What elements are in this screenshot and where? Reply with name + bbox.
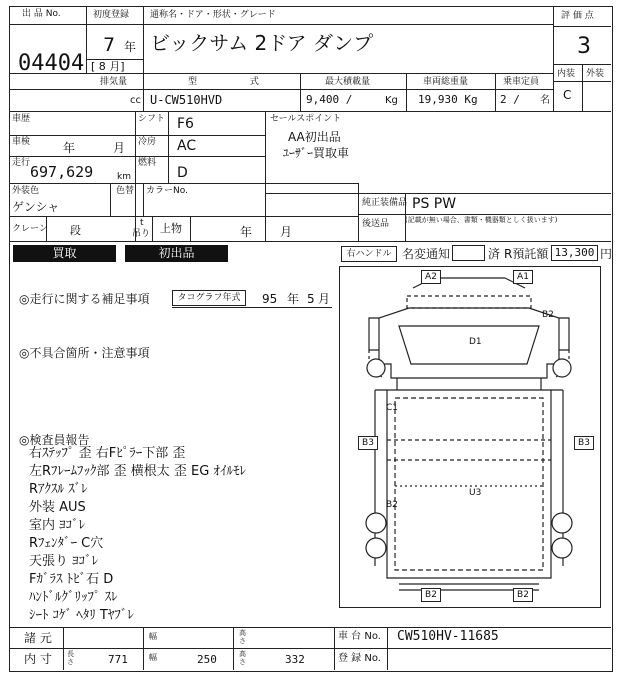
inspector-line: Fｶﾞﾗｽ ﾄﾋﾞ石 D [29,572,114,587]
lot-number: 04404 [18,51,85,76]
cc-unit: cc [130,95,141,106]
inner-height: 332 [285,653,305,666]
fuel-value: D [177,165,188,181]
recycle-amount: 13,300 [551,245,598,261]
first-reg-month: [ 8 月] [91,60,125,73]
damage-mark-right-side: B3 [574,436,594,450]
tachograph-year-unit: 年 [287,292,300,306]
inspector-line: Rﾌｪﾝﾀﾞｰ C穴 [29,536,104,551]
exterior-label: 外装 [586,69,605,79]
specs-label: 諸 元 [24,631,52,645]
damage-mark-rear-right: B2 [513,588,533,602]
inspector-line: Rｱｸｽﾙ ｽﾞﾚ [29,482,88,497]
exterior-color: ゲンシャ [12,200,60,214]
inspection-label: 車検 [12,137,31,147]
gross-vehicle-weight: 19,930 Kg [418,93,478,106]
km-unit: km [117,172,131,182]
interior-label: 内装 [557,69,576,79]
displacement-label: 排気量 [100,77,128,87]
crane-label: クレーン [12,224,48,234]
color-number-label: カラーNo. [146,186,188,196]
damage-mark-front-right: A1 [513,270,533,284]
car-name-label: 通称名・ドア・形状・グレード [150,10,276,20]
damage-mark-windshield: D1 [469,337,482,347]
aftermarket-note: (記載が無い場合、書類・機器類としく扱います) [405,216,558,224]
chassis-no-label: 車 台 No. [338,631,381,642]
damage-mark-rear-left: B2 [421,588,441,602]
truck-diagram [339,266,600,607]
recycle-label: R預託額 [504,247,549,261]
capacity-label: 乗車定員 [503,77,540,87]
tachograph-month: 5 [307,292,315,306]
capacity-unit: 名 [540,95,550,106]
score-value: 3 [577,34,591,59]
length-label: 長さ [67,650,74,666]
damage-mark-front-left: A2 [421,270,441,284]
yen-unit: 円 [600,247,613,261]
genuine-equipment: PS PW [412,196,457,212]
inspector-report-title: ◎検査員報告 [19,433,90,447]
gvw-label: 車両総重量 [423,77,469,87]
recycle-done: 済 [488,247,501,261]
chassis-no: CW510HV-11685 [397,629,499,644]
tachograph-month-unit: 月 [318,292,331,306]
ac-value: AC [177,138,197,154]
driving-notes-title: ◎走行に関する補足事項 [19,292,150,306]
damage-mark-left-side: B3 [358,436,378,450]
damage-mark-left-rear: B2 [386,500,398,510]
capacity: 2 / [500,93,520,106]
inspector-report [29,447,246,627]
damage-mark-bed-floor: U3 [469,488,482,498]
aftermarket-label: 後送品 [362,219,390,229]
purchase-tag: 買取 [13,245,116,262]
inspector-line: 右ｽﾃｯﾌﾟ 歪 右Fﾋﾟﾗｰ下部 歪 [29,446,186,461]
inspection-month: 月 [113,141,126,155]
name-change-label: 名変通知 [402,247,451,261]
interior-score: C [563,88,572,102]
color-change-label: 色替 [116,186,135,196]
width-label-top: 幅 [149,632,157,641]
damage-mark-left-bed: C1 [386,403,399,413]
first-reg-year: 7 [103,34,116,56]
inspector-line: 室内 ﾖｺﾞﾚ [29,518,86,533]
body-month: 月 [280,225,293,239]
car-name: ビックサム 2ドア ダンプ [150,31,374,55]
max-load: 9,400 / [306,93,353,106]
lot-label: 出 品 No. [22,9,61,19]
inspection-year: 年 [63,141,76,155]
body-year: 年 [240,225,253,239]
mileage-value: 697,629 [30,163,94,181]
first-listing-tag: 初出品 [125,245,228,262]
defect-notes-title: ◎不具合箇所・注意事項 [19,346,150,360]
inspector-line: 左Rﾌﾚｰﾑﾌｯｸ部 歪 横根太 歪 EG ｵｲﾙﾓﾚ [29,464,246,479]
crane-ton-label: t [140,218,144,228]
height-label-top: 高さ [239,629,246,645]
exterior-color-label: 外装色 [12,186,40,196]
max-load-unit: Kg [385,95,398,106]
inspector-line: 天張り ﾖｺﾞﾚ [29,554,99,569]
tachograph-year: 95 [262,292,278,306]
tachograph-underline [172,307,332,308]
inner-length: 771 [108,653,128,666]
score-label: 評 価 点 [561,11,594,21]
fuel-label: 燃料 [138,158,157,168]
inner-dimensions-label: 内 寸 [24,652,52,666]
model-label: 型 式 [188,77,259,87]
first-registration-label: 初度登録 [93,10,130,20]
damage-mark-right-fender: B2 [542,310,554,320]
width-label: 幅 [149,653,157,662]
first-reg-year-unit: 年 [124,40,137,54]
ac-label: 冷房 [138,137,157,147]
sales-point-label: セールスポイント [270,114,342,124]
inspector-line: ﾊﾝﾄﾞﾙｸﾞﾘｯﾌﾟ ｽﾚ [29,590,118,605]
inspector-line: ｼｰﾄ ｺｹﾞ ﾍﾀﾘ Tﾔﾌﾞﾚ [29,608,134,623]
height-label: 高さ [239,650,246,666]
inspector-line: 外装 AUS [29,500,86,515]
crane-stage-label: 段 [70,224,81,237]
max-load-label: 最大積載量 [325,77,371,87]
shift-label: シフト [138,114,166,124]
steering-side: 右ハンドル [341,246,397,262]
name-change-box [452,245,485,261]
sales-point-1: AA初出品 [288,130,341,144]
model-code: U-CW510HVD [150,93,223,107]
mileage-label: 走行 [12,158,31,168]
genuine-equipment-label: 純正装備品 [362,198,408,208]
inner-width: 250 [197,653,217,666]
body-label: 上物 [160,222,182,235]
crane-lift-label: 吊り [132,229,151,239]
shift-value: F6 [177,116,194,132]
registration-no-label: 登 録 No. [338,653,381,664]
sales-point-2: ﾕｰｻﾞｰ買取車 [283,146,350,160]
tachograph-label: タコグラフ年式 [172,290,246,306]
history-label: 車歴 [12,114,31,124]
